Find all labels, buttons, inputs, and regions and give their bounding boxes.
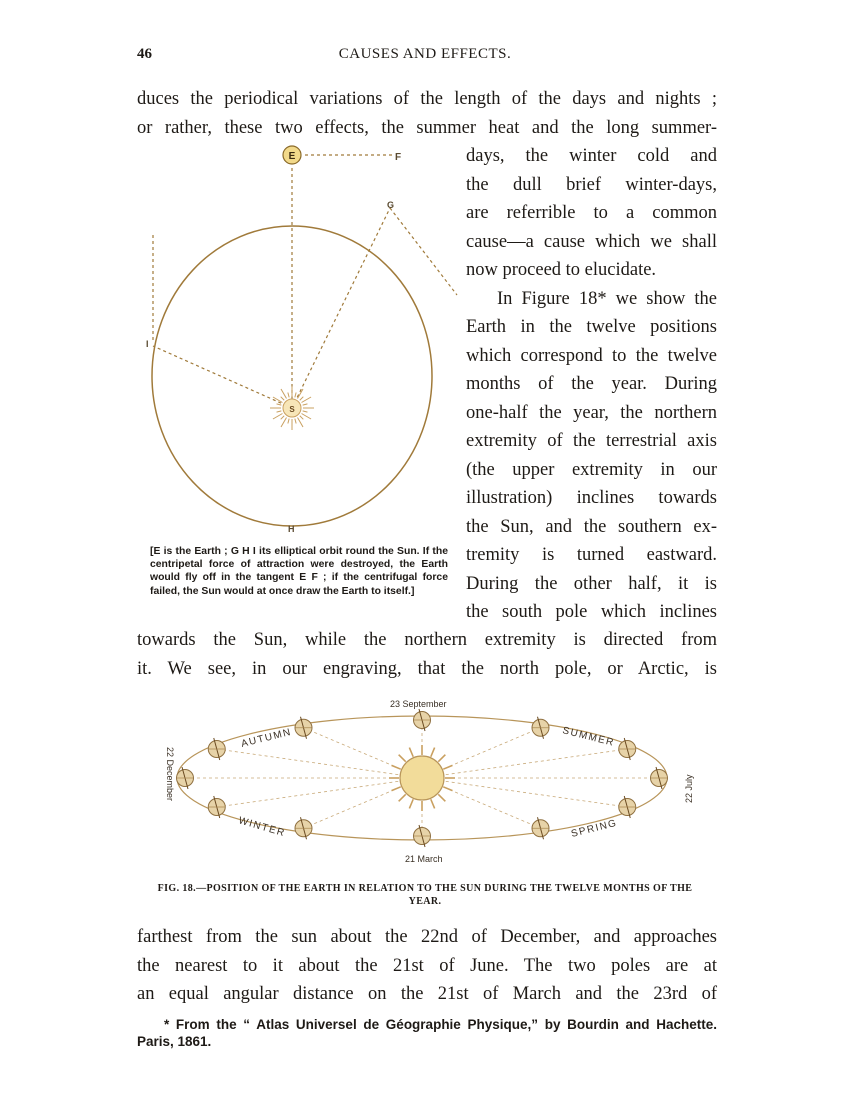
sun xyxy=(400,756,444,800)
column-line: In Figure 18* we show the xyxy=(497,289,717,309)
radius-line xyxy=(422,749,627,778)
july-label: 22 July xyxy=(684,774,694,803)
figure-caption: [E is the Earth ; G H I its elliptical orbit round the Sun. If the centripetal force of attraction were destroyed, the Earth would fly off in the tangent E F ; if the centrifugal force failed, the Sun would at once draw the Earth to itself.] xyxy=(150,546,448,597)
sun-ray xyxy=(392,765,401,769)
radius-to-i xyxy=(153,346,292,408)
sun-ray xyxy=(277,411,282,412)
earth-position xyxy=(414,709,431,731)
tangent-label: F xyxy=(395,152,402,163)
sun-ray xyxy=(302,397,312,403)
g-label: G xyxy=(387,200,395,210)
earth-label: E xyxy=(288,151,296,162)
sun-ray xyxy=(392,787,401,791)
sun-ray xyxy=(438,755,445,762)
sun-ray xyxy=(409,748,413,757)
summer-label: SUMMER xyxy=(561,725,616,749)
column-line: the Sun, and the southern ex- xyxy=(466,517,717,537)
i-label: I xyxy=(146,339,149,349)
column-line: During the other half, it is xyxy=(466,574,717,594)
column-line: extremity of the terrestrial axis xyxy=(466,431,717,451)
orbit-diagram xyxy=(135,140,465,540)
sun-ray xyxy=(288,419,289,424)
winter-label: WINTER xyxy=(237,815,287,840)
sun-ray xyxy=(303,404,308,405)
sun-ray xyxy=(399,755,406,762)
column-line: are referrible to a common xyxy=(466,203,717,223)
sun-label: S xyxy=(289,405,295,414)
earth-position xyxy=(295,817,312,839)
body-line: an equal angular distance on the 21st of March and the 23rd of xyxy=(137,984,717,1004)
h-label: H xyxy=(288,524,295,534)
earth-position xyxy=(532,817,549,839)
body-line: farthest from the sun about the 22nd of December, and approaches xyxy=(137,927,717,947)
december-label: 22 December xyxy=(165,747,175,802)
sun-ray xyxy=(281,416,285,420)
sun-ray xyxy=(303,411,308,412)
sun-ray xyxy=(295,419,296,424)
sun-ray xyxy=(288,393,289,398)
sun-ray xyxy=(300,397,304,401)
march-label: 21 March xyxy=(405,854,443,864)
radius-to-g xyxy=(292,208,390,408)
sun-ray xyxy=(298,418,304,428)
sun-ray xyxy=(295,393,296,398)
spring-label: SPRING xyxy=(570,817,619,840)
sun-ray xyxy=(443,765,452,769)
sun-ray xyxy=(281,418,287,428)
footnote xyxy=(137,1017,717,1050)
column-line: the south pole which inclines xyxy=(466,602,717,622)
column-line: cause—a cause which we shall xyxy=(466,232,717,252)
body-line: the nearest to it about the 21st of June. The two poles are at xyxy=(137,956,717,976)
column-line: days, the winter cold and xyxy=(466,146,717,166)
earth-positions-diagram xyxy=(160,695,700,875)
september-label: 23 September xyxy=(390,699,447,709)
radius-line xyxy=(217,778,422,807)
body-line: or rather, these two effects, the summer heat and the long summer- xyxy=(137,118,717,138)
column-line: (the upper extremity in our xyxy=(466,460,717,480)
sun-ray xyxy=(409,799,413,808)
figure-caption: FIG. 18.—POSITION OF THE EARTH IN RELATION TO THE SUN DURING THE TWELVE MONTHS OF THE YEAR. xyxy=(157,883,693,907)
column-line: the dull brief winter-days, xyxy=(466,175,717,195)
column-line: tremity is turned eastward. xyxy=(466,545,717,565)
sun-ray xyxy=(438,794,445,801)
column-line: one-half the year, the northern xyxy=(466,403,717,423)
autumn-label: AUTUMN xyxy=(240,726,293,750)
sun-ray xyxy=(281,397,285,401)
column-line: now proceed to elucidate. xyxy=(466,260,657,280)
column-line: which correspond to the twelve xyxy=(466,346,717,366)
sun-ray xyxy=(431,799,435,808)
column-line: Earth in the twelve positions xyxy=(466,317,717,337)
sun-ray xyxy=(443,787,452,791)
sun-ray xyxy=(300,416,304,420)
sun-ray xyxy=(302,414,312,420)
earth-position xyxy=(295,717,312,739)
sun-ray xyxy=(277,404,282,405)
earth-position xyxy=(532,717,549,739)
column-line: months of the year. During xyxy=(466,374,717,394)
radius-line xyxy=(217,749,422,778)
column-line: illustration) inclines towards xyxy=(466,488,717,508)
footnote-line: Paris, 1861. xyxy=(137,1033,212,1049)
body-line: towards the Sun, while the northern extremity is directed from xyxy=(137,630,717,650)
sun-ray xyxy=(281,389,287,399)
sun-ray xyxy=(273,414,283,420)
body-line: it. We see, in our engraving, that the north pole, or Arctic, is xyxy=(137,659,717,679)
sun-ray xyxy=(431,748,435,757)
earth-position xyxy=(414,825,431,847)
footnote-line: * From the “ Atlas Universel de Géographie Physique,” by Bourdin and Hachette. xyxy=(164,1017,717,1032)
radius-line xyxy=(422,778,627,807)
page-number: 46 xyxy=(137,46,152,62)
tangent-at-g xyxy=(390,208,457,295)
body-line: duces the periodical variations of the length of the days and nights ; xyxy=(137,89,717,109)
running-title: CAUSES AND EFFECTS. xyxy=(338,46,512,62)
sun-ray xyxy=(399,794,406,801)
